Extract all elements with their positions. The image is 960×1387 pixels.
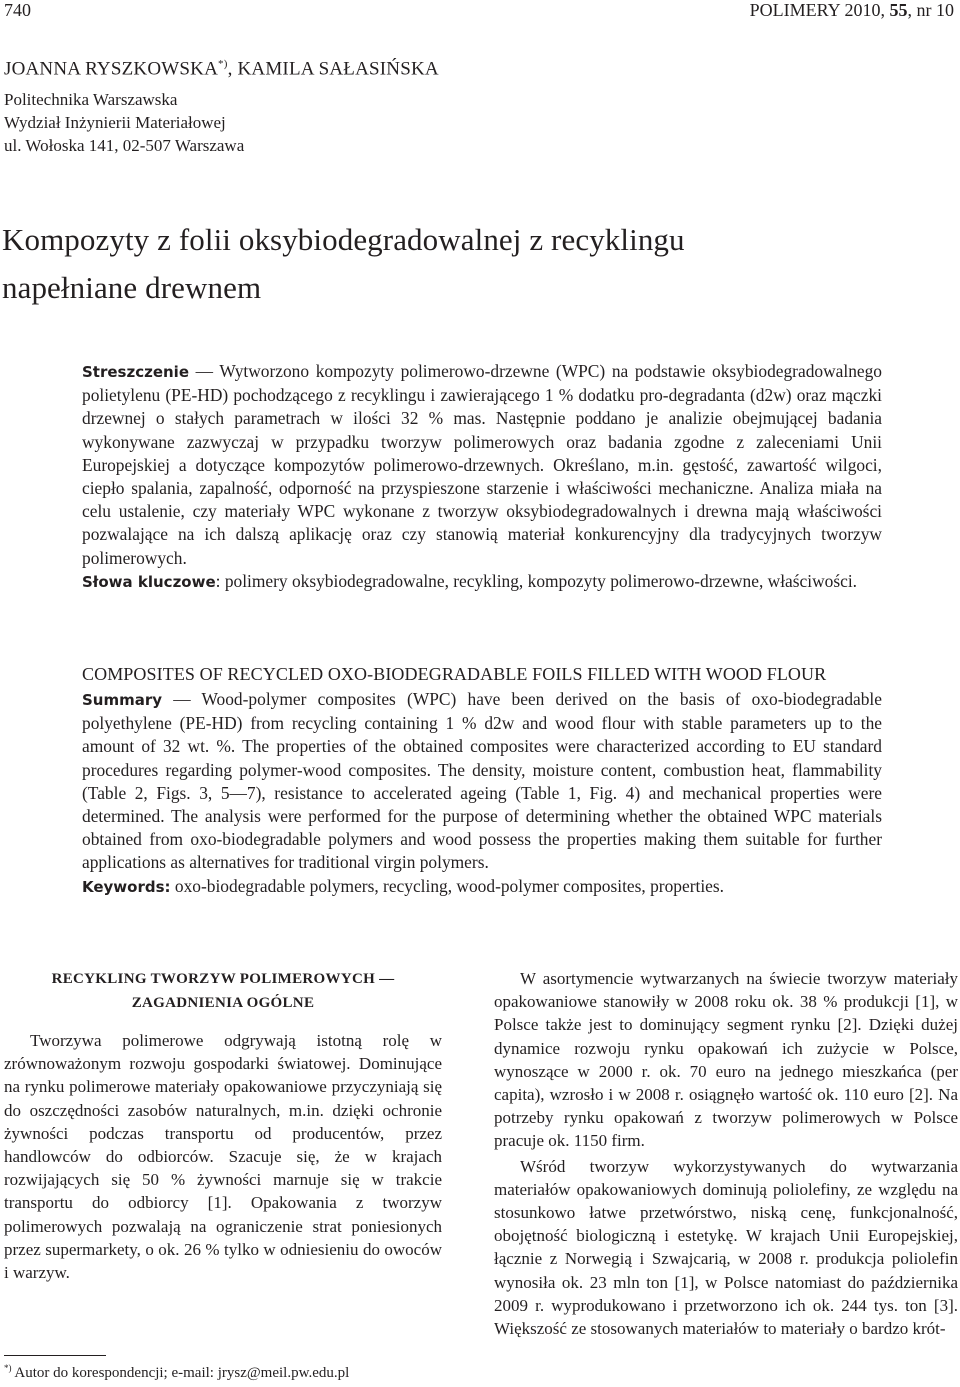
keywords-pl-text: : polimery oksybiodegradowalne, recykling, kompozyty polimerowo-drzewne, właściwości. (215, 570, 857, 591)
section-heading (4, 967, 442, 1015)
author-name-2: , KAMILA SAŁASIŃSKA (227, 58, 439, 80)
keywords-en (82, 875, 882, 899)
left-column (4, 967, 442, 1284)
journal-volume: 55 (889, 0, 908, 20)
abstract-pl-label: Streszczenie (82, 363, 189, 381)
abstract-en-label: Summary (82, 691, 163, 709)
affiliation-line: Wydział Inżynierii Materiałowej (4, 113, 226, 132)
keywords-pl (82, 570, 882, 594)
abstract-pl-body: — Wytworzono kompozyty polimerowo-drzewne (WPC) na podstawie oksybiodegradowalnego polietylenu (PE-HD) pochodzącego z recyklingu i zawierającego 1 % dodatku pro-degradanta (d2w) oraz mączki drzewnej o stałych parametrach w ilości 32 % mas. Następnie poddano je analizie obejmującej badania wykonywane zazwyczaj w przypadku tworzyw polimerowych oraz badania zgodne z zaleceniami Unii Europejskiej a dotyczące kompozytów polimerowo-drzewnych. Określano, m.in. gęstość, zawartość wilgoci, ciepło spalania, zapalność, odporność na przyspieszone starzenie i właściwości mechaniczne. Analiza miała na celu ustalenie, czy materiały WPC wykonane z tworzyw oksybiodegradowalnych i drewna mają właściwości pozwalające na ich dalszą aplikację oraz czy stanowią materiał konkurencyjny dla tradycyjnych tworzyw polimerowych. (82, 361, 882, 568)
journal-header (750, 0, 954, 21)
abstract-en (82, 688, 882, 899)
journal-name: POLIMERY 2010, (749, 0, 890, 20)
abstract-pl (82, 360, 882, 594)
author-name-1: JOANNA RYSZKOWSKA (4, 58, 219, 80)
section-heading-line: RECYKLING TWORZYW POLIMEROWYCH — (51, 971, 395, 987)
english-title: COMPOSITES OF RECYCLED OXO-BIODEGRADABLE FOILS FILLED WITH WOOD FLOUR (82, 664, 827, 684)
abstract-pl-text (82, 360, 882, 570)
footnote-rule (4, 1355, 106, 1356)
article-title-line: Kompozyty z folii oksybiodegradowalnej z recyklingu (2, 222, 685, 257)
affiliation-line: Politechnika Warszawska (4, 90, 178, 109)
footnote (4, 1363, 349, 1382)
keywords-en-text: oxo-biodegradable polymers, recycling, wood-polymer composites, properties. (170, 875, 724, 896)
authors (4, 58, 439, 80)
body-paragraph: Wśród tworzyw wykorzystywanych do wytwarzania materiałów opakowaniowych dominują poliolefiny, ze względu na stosunkowo łatwe przetwórstwo, niską cenę, funkcjonalność, obojętność biologiczną i estetykę. W krajach Unii Europejskiej, łącznie z Norwegią i Szwajcarią, w 2008 r. produkcja poliolefin wynosiła ok. 23 mln ton [1], w Polsce natomiast do października 2009 r. wyprodukowano i przetworzono ich ok. 244 tys. ton [3]. Większość ze stosowanych materiałów to materiały o bardzo krót- (494, 1156, 958, 1339)
affiliation-line: ul. Wołoska 141, 02-507 Warszawa (4, 136, 245, 155)
page-number: 740 (4, 0, 31, 20)
footnote-mark: *) (4, 1363, 12, 1373)
keywords-pl-label: Słowa kluczowe (82, 572, 216, 591)
author-mark: *) (218, 58, 228, 70)
right-column (494, 967, 958, 1340)
body-paragraph: W asortymencie wytwarzanych na świecie tworzyw materiały opakowaniowe stanowiły w 2008 roku ok. 38 % produkcji [1], w Polsce także jest to dominujący segment rynku [2]. Dzięki dużej dynamice rozwoju rynku opakowań ich zużycie w Polsce, wynoszące w 2000 r. ok. 70 euro na jednego mieszkańca (per capita), wzrosło i w 2008 r. osiągnęło wartość ok. 110 euro [2]. Na potrzeby rynku opakowań z tworzyw polimerowych w Polsce pracuje ok. 1150 firm. (494, 969, 958, 1151)
footnote-text: Autor do korespondencji; e-mail: jrysz@meil.pw.edu.pl (11, 1365, 350, 1381)
section-heading-line: ZAGADNIENIA OGÓLNE (131, 995, 315, 1011)
keywords-en-label: Keywords: (82, 877, 171, 896)
body-paragraph: Tworzywa polimerowe odgrywają istotną rolę w zrównoważonym rozwoju gospodarki światowej. Dominujące na rynku polimerowe materiały opakowaniowe przyczyniają się do oszczędności zasobów naturalnych, m.in. dzięki ochronie żywności podczas transportu od producentów, przez handlowców do odbiorców. Szacuje się, że w krajach rozwijających się 50 % żywności marnuje się w trakcie transportu do odbiorcy [1]. Opakowania z tworzyw polimerowych pozwalają na ograniczenie strat poniesionych przez supermarkety, o ok. 26 % tylko w odniesieniu do owoców i warzyw. (4, 1031, 442, 1283)
article-title-line: napełniane drewnem (2, 270, 262, 305)
journal-issue: , nr 10 (907, 0, 954, 20)
abstract-en-text (82, 688, 882, 875)
abstract-en-body: — Wood-polymer composites (WPC) have been derived on the basis of oxo-biodegradable polyethylene (PE-HD) from recycling containing 1 % d2w and wood flour with stable parameters up to the amount of 32 wt. %. The properties of the obtained composites were characterized according to EU standard procedures regarding polymer-wood composites. The density, moisture content, combustion heat, flammability (Table 2, Figs. 3, 5—7), resistance to accelerated ageing (Table 1, Fig. 4) and mechanical properties were determined. The analysis were performed for the purpose of determining whether the obtained WPC materials obtained from oxo-biodegradable polymers and wood possess the properties making them suitable for further applications as alternatives for traditional virgin polymers. (82, 689, 882, 873)
